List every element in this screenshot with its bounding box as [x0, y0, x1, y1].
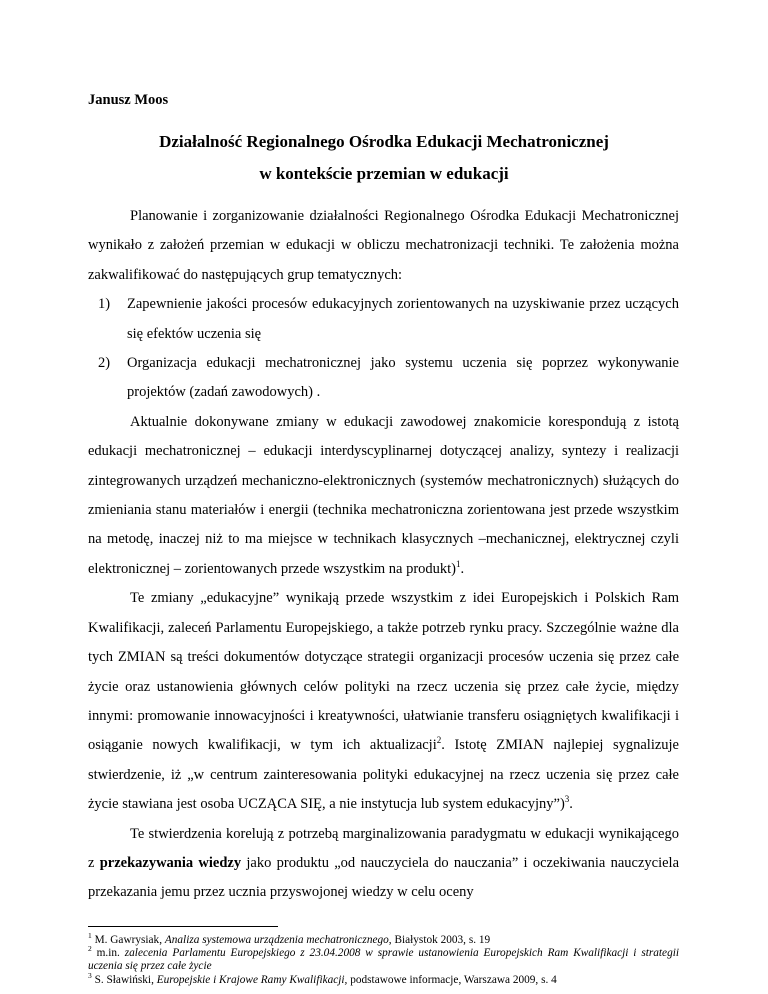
- footnote-ref-3[interactable]: 3: [564, 794, 570, 805]
- paragraph-3: [88, 584, 679, 819]
- footnote-italic: Analiza systemowa urządzenia mechatronicznego: [164, 934, 389, 946]
- intro-paragraph: Planowanie i zorganizowanie działalności Regionalnego Ośrodka Edukacji Mechatronicznej wynikało z założeń przemian w edukacji w obliczu mechatronizacji techniki. Te założenia można zakwalifikować do następujących grup tematycznych:: [88, 208, 679, 283]
- document-body: [88, 202, 679, 908]
- footnote-text: S. Sławiński,: [91, 973, 157, 986]
- footnote-ref-2[interactable]: 2: [436, 735, 442, 746]
- list-item-text: Zapewnienie jakości procesów edukacyjnych zorientowanych na uzyskiwanie przez uczących się efektów uczenia się: [127, 296, 679, 342]
- paragraph-2-text: Aktualnie dokonywane zmiany w edukacji zawodowej znakomicie korespondują z istotą edukacji mechatronicznej – edukacji interdyscyplinarnej dotyczącej analizy, syntezy i realizacji zintegrowanych urządzeń mechaniczno-elektronicznych (systemów mechatronicznych) służących do zmieniania stanu materiałów i energii (technika mechatroniczna zorientowana jest przede wszystkim na metodę, inaczej niż to ma miejsce w technikach klasycznych –mechanicznej, elektrycznej czyli elektronicznej – zorientowanych przede wszystkim na produkt): [88, 413, 679, 577]
- footnote-number: 3: [88, 970, 92, 980]
- document-title-line-2: w kontekście przemian w edukacji: [259, 164, 509, 183]
- footnote-separator: [88, 926, 278, 927]
- document-title-line-1: Działalność Regionalnego Ośrodka Edukacji Mechatronicznej: [159, 132, 609, 151]
- footnote-italic: zalecenia Parlamentu Europejskiego z 23.04.2008 w sprawie ustanowienia Europejskich Ram Kwalifikacji i strategii uczenia się przez całe życie: [88, 947, 679, 973]
- footnote-number: 2: [88, 944, 92, 954]
- footnote-2: [88, 944, 679, 973]
- paragraph-3-text-b: . Istotę ZMIAN najlepiej sygnalizuje stwierdzenie, iż „w centrum zainteresowania polityki edukacyjnej na rzecz uczenia się przez całe życie stawiana jest osoba UCZĄCA SIĘ, a nie instytucja lub system edukacyjny”): [88, 737, 679, 813]
- list-item-text: Organizacja edukacji mechatronicznej jako systemu uczenia się poprzez wykonywanie projektów (zadań zawodowych) .: [127, 355, 679, 401]
- list-item: [88, 349, 679, 408]
- footnote-text: podstawowe informacje, Warszawa 2009, s. 4: [347, 973, 557, 986]
- footnote-ref-1[interactable]: 1: [456, 559, 461, 570]
- list-item-number: 1): [98, 296, 111, 313]
- footnote-text: m.in.: [91, 947, 125, 960]
- paragraph-4: [88, 820, 679, 908]
- paragraph-4-text-b: jako produktu „od nauczyciela do nauczania” i oczekiwania nauczyciela przekazania jemu przez ucznia przyswojonej wiedzy w celu oceny: [88, 854, 680, 901]
- topic-list: [88, 290, 679, 408]
- footnote-italic: Europejskie i Krajowe Ramy Kwalifikacji,: [156, 973, 348, 986]
- paragraph-2: [88, 408, 679, 584]
- footnote-3: [88, 970, 679, 987]
- footnote-text: M. Gawrysiak,: [91, 934, 165, 946]
- footnotes: [88, 931, 679, 987]
- list-item-number: 2): [98, 355, 111, 372]
- paragraph-4-bold: przekazywania wiedzy: [99, 854, 242, 871]
- footnote-number: 1: [88, 931, 92, 941]
- footnote-1: [88, 931, 679, 947]
- paragraph-4-text-a: Te stwierdzenia korelują z potrzebą marginalizowania paradygmatu w edukacji wynikającego z: [88, 825, 679, 871]
- author-name: Janusz Moos: [88, 92, 169, 108]
- footnote-text: , Białystok 2003, s. 19: [388, 934, 491, 946]
- list-item: [88, 290, 679, 349]
- paragraph-2-end: .: [460, 560, 465, 577]
- paragraph-3-text-a: Te zmiany „edukacyjne” wynikają przede wszystkim z idei Europejskich i Polskich Ram Kwalifikacji, zaleceń Parlamentu Europejskiego, a także potrzeb rynku pracy. Szczególnie ważne dla tych ZMIAN są treści dokumentów dotyczące strategii organizacji procesów uczenia się przez całe życie oraz ustanowienia głównych celów polityki na rzecz uczenia się przez całe życie, między innymi: promowanie innowacyjności i kreatywności, ułatwianie transferu osiągniętych kwalifikacji i osiąganie nowych kwalifikacji, w tym ich aktualizacji: [88, 590, 679, 754]
- paragraph-3-end: .: [569, 796, 573, 813]
